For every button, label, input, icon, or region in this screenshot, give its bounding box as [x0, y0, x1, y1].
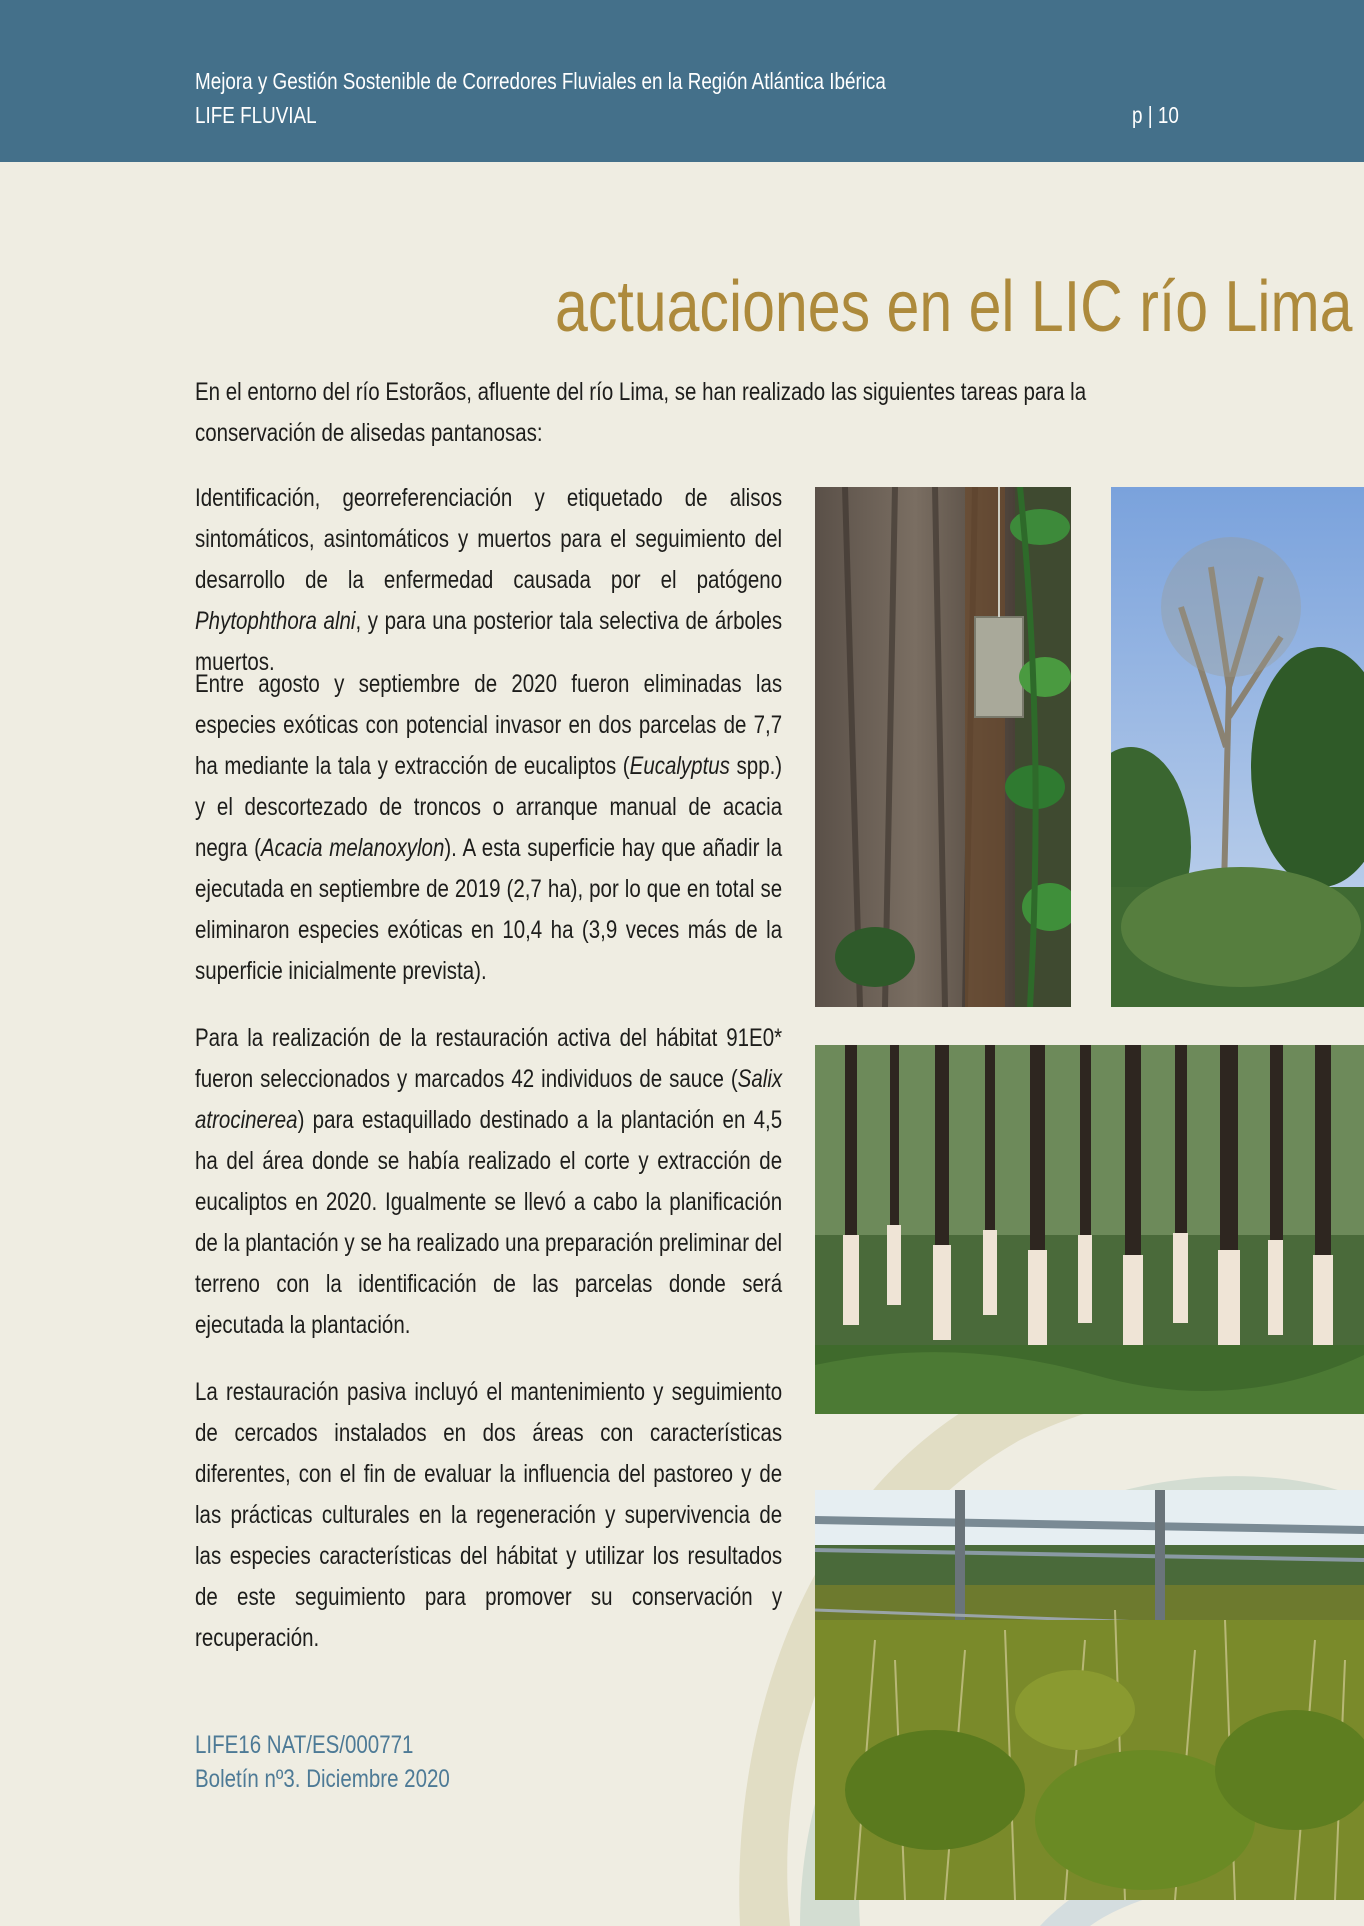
- paragraph-identification: Identificación, georreferenciación y etiquetado de alisos sintomáticos, asintomáticos y muertos para el seguimiento del desarrollo de la enfermedad causada por el patógeno Phytophthora alni, y para una posterior tala selectiva de árboles muertos.: [195, 484, 783, 676]
- intro-paragraph: En el entorno del río Estorãos, afluente del río Lima, se han realizado las siguientes tareas para la conservación de alisedas pantanosas:: [195, 378, 1087, 447]
- paragraph-active-restoration: Para la realización de la restauración activa del hábitat 91E0* fueron seleccionados y marcados 42 individuos de sauce (Salix atrocinerea) para estaquillado destinado a la plantación en 4,5 ha del área donde se había realizado el corte y extracción de eucaliptos en 2020. Igualmente se llevó a cabo la planificación de la plantación y se ha realizado una preparación preliminar del terreno con la identificación de las parcelas donde será ejecutada la plantación.: [195, 1024, 783, 1339]
- project-short-name: LIFE FLUVIAL: [195, 102, 317, 128]
- photo-tagged-tree-trunk: [815, 487, 1071, 1007]
- photo-dead-alder-forest: [1111, 487, 1364, 1007]
- page-header: [0, 0, 1364, 162]
- page-title: actuaciones en el LIC río Lima: [555, 267, 1353, 347]
- paragraph-exotic-removal: Entre agosto y septiembre de 2020 fueron eliminadas las especies exóticas con potencial invasor en dos parcelas de 7,7 ha mediante la tala y extracción de eucaliptos (Eucalyptus spp.) y el descortezado de troncos o arranque manual de acacia negra (Acacia melanoxylon). A esta superficie hay que añadir la ejecutada en septiembre de 2019 (2,7 ha), por lo que en total se eliminaron especies exóticas en 10,4 ha (3,9 veces más de la superficie inicialmente prevista).: [195, 670, 783, 985]
- footer-project-code: LIFE16 NAT/ES/000771: [195, 1731, 414, 1759]
- photo-fenced-exclosure: [815, 1490, 1364, 1900]
- footer-bulletin-issue: Boletín nº3. Diciembre 2020: [195, 1765, 450, 1793]
- photo-debarked-trunks: [815, 1045, 1364, 1414]
- project-title: Mejora y Gestión Sostenible de Corredores Fluviales en la Región Atlántica Ibérica: [195, 68, 886, 94]
- paragraph-passive-restoration: La restauración pasiva incluyó el mantenimiento y seguimiento de cercados instalados en dos áreas con características diferentes, con el fin de evaluar la influencia del pastoreo y de las prácticas culturales en la regeneración y supervivencia de las especies características del hábitat y utilizar los resultados de este seguimiento para promover su conservación y recuperación.: [195, 1378, 783, 1652]
- page-number: p | 10: [1132, 102, 1179, 128]
